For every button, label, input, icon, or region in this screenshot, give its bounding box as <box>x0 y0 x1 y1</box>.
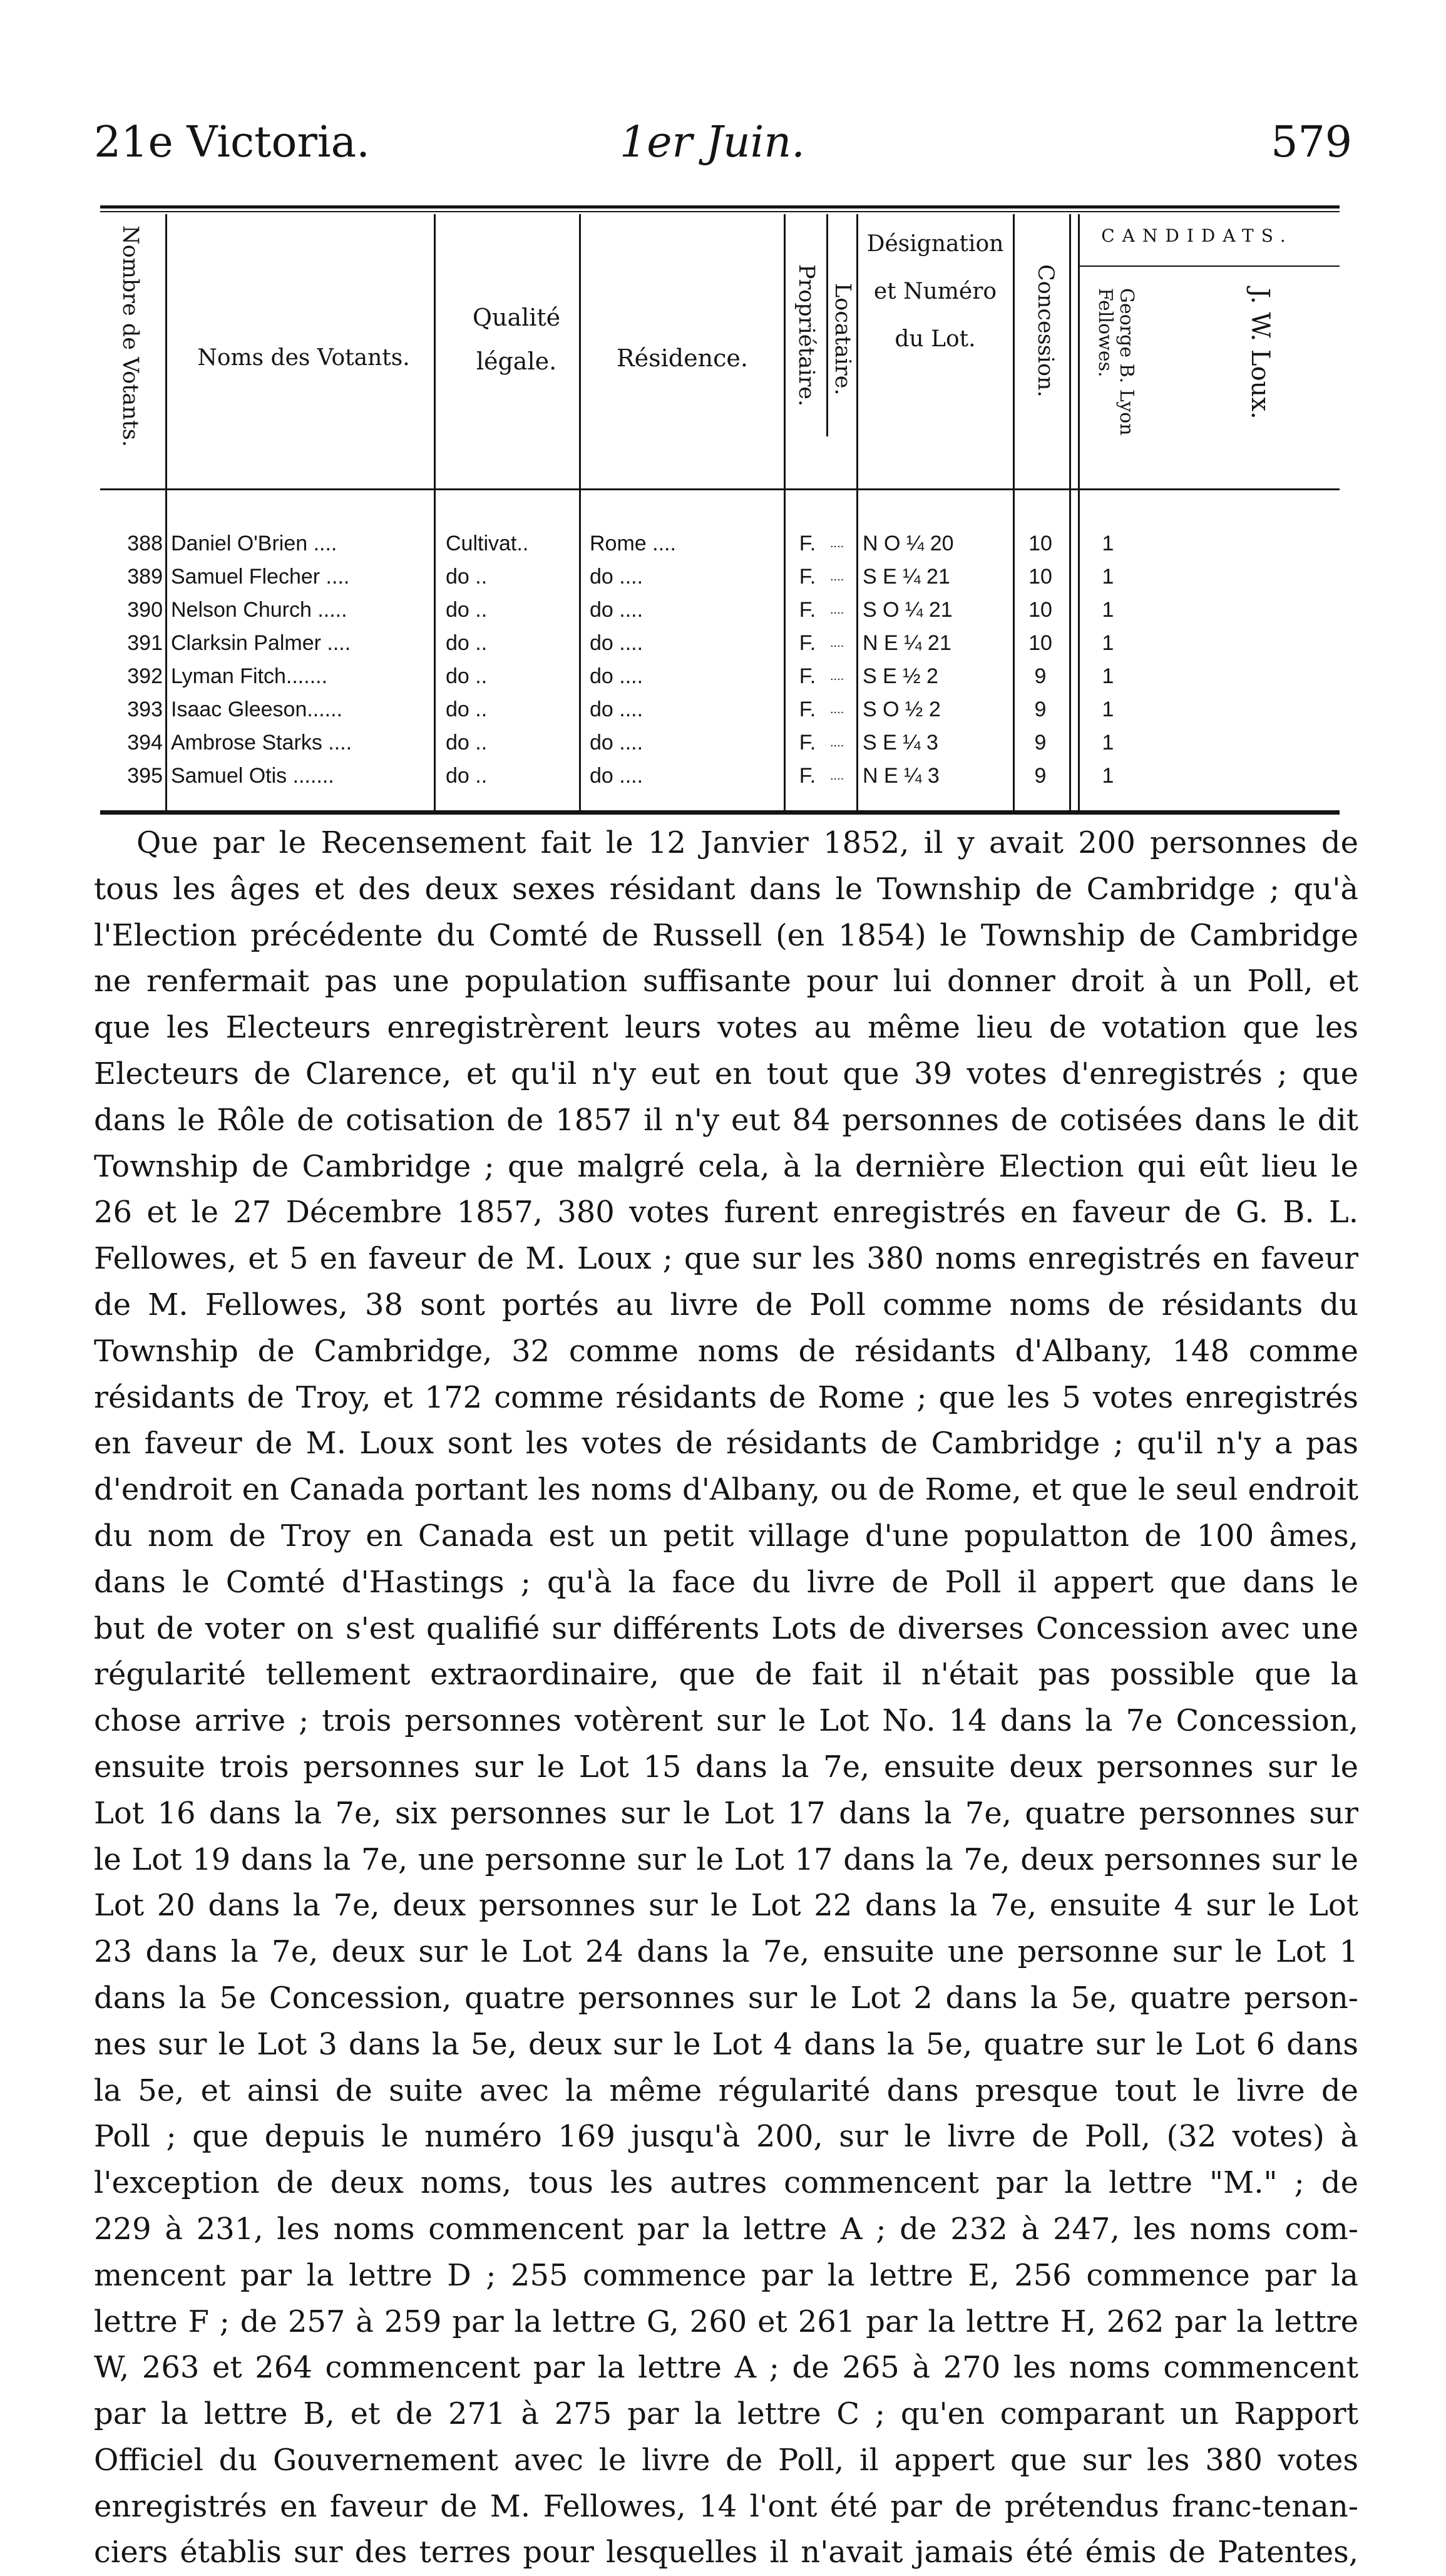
text-line: en faveur de M. Loux sont les votes de résidants de Cambridge ; qu'il n'y a pas <box>94 1426 1358 1461</box>
text-line: 23 dans la 7e, deux sur le Lot 24 dans la 7e, ensuite une personne sur le Lot 1 <box>94 1934 1358 1970</box>
cell-res: do .... <box>590 598 644 622</box>
cell-res: Rome .... <box>590 532 676 555</box>
top-rule <box>100 205 1340 209</box>
cell-v1: 1 <box>1102 698 1114 721</box>
cell-num: 393 <box>127 698 163 721</box>
cell-num: 391 <box>127 631 163 655</box>
header-designation: Désignation et Numéro du Lot. <box>866 231 1004 352</box>
cell-conc: 10 <box>1028 565 1052 589</box>
text-line: l'exception de deux noms, tous les autres commencent par la lettre "M." ; de <box>94 2165 1358 2201</box>
text-line: résidants de Troy, et 172 comme résidants de Rome ; que les 5 votes enregistrés <box>94 1379 1358 1415</box>
page-number: 579 <box>1271 118 1352 167</box>
cell-v1: 1 <box>1102 764 1114 788</box>
text-line: lettre F ; de 257 à 259 par la lettre G, 260 et 261 par la lettre H, 262 par la lettre <box>94 2304 1358 2339</box>
cell-v1: 1 <box>1102 532 1114 555</box>
cell-name: Samuel Flecher .... <box>171 565 350 589</box>
table-row <box>100 760 1340 793</box>
cell-loc: .... <box>830 736 844 750</box>
text-line: l'Election précédente du Comté de Russell (en 1854) le Township de Cambridge <box>94 917 1358 953</box>
running-head <box>94 111 1352 174</box>
text-line: Officiel du Gouvernement avec le livre de Poll, il appert que sur les 380 votes <box>94 2442 1358 2478</box>
header-qualite: Qualité légale. <box>472 304 561 375</box>
cell-name: Daniel O'Brien .... <box>171 532 337 555</box>
table-row <box>100 560 1340 594</box>
text-line: Fellowes, et 5 en faveur de M. Loux ; que sur les 380 noms enregistrés en faveur <box>94 1241 1358 1277</box>
cell-lot: S E ¼ 3 <box>863 731 938 755</box>
cell-loc: .... <box>830 669 844 683</box>
cell-qual: do .. <box>446 698 488 721</box>
cell-prop: F. <box>799 532 816 555</box>
cell-num: 394 <box>127 731 163 755</box>
table-row <box>100 660 1340 693</box>
text-line: ne renfermait pas une population suffisante pour lui donner droit à un Poll, et <box>94 964 1358 999</box>
cell-name: Samuel Otis ....... <box>171 764 334 788</box>
cell-prop: F. <box>799 664 816 688</box>
cell-prop: F. <box>799 598 816 622</box>
cell-prop: F. <box>799 764 816 788</box>
cell-prop: F. <box>799 698 816 721</box>
text-line: dans le Comté d'Hastings ; qu'à la face du livre de Poll il appert que dans le <box>94 1564 1358 1600</box>
cell-v1: 1 <box>1102 731 1114 755</box>
cell-num: 395 <box>127 764 163 788</box>
cell-loc: .... <box>830 703 844 716</box>
header-residence: Résidence. <box>617 344 748 372</box>
cell-lot: N E ¼ 21 <box>863 631 951 655</box>
cell-loc: .... <box>830 603 844 617</box>
table-row <box>100 627 1340 660</box>
text-line: 229 à 231, les noms commencent par la lettre A ; de 232 à 247, les noms com- <box>94 2211 1358 2247</box>
cell-lot: N O ¼ 20 <box>863 532 954 555</box>
cell-v1: 1 <box>1102 565 1114 589</box>
cell-lot: N E ¼ 3 <box>863 764 940 788</box>
body-text <box>94 820 1358 2576</box>
text-line: dans la 5e Concession, quatre personnes sur le Lot 2 dans la 5e, quatre person- <box>94 1980 1358 2016</box>
cell-loc: .... <box>830 570 844 584</box>
cell-num: 390 <box>127 598 163 622</box>
text-line: enregistrés en faveur de M. Fellowes, 14 l'ont été par de prétendus franc-tenan- <box>94 2488 1358 2524</box>
cell-res: do .... <box>590 565 644 589</box>
cell-res: do .... <box>590 631 644 655</box>
text-line: nes sur le Lot 3 dans la 5e, deux sur le Lot 4 dans la 5e, quatre sur le Lot 6 dans <box>94 2026 1358 2062</box>
cell-conc: 9 <box>1034 664 1047 688</box>
cell-lot: S E ½ 2 <box>863 664 938 688</box>
table-row <box>100 726 1340 760</box>
text-line: que les Electeurs enregistrèrent leurs votes au même lieu de votation que les <box>94 1010 1358 1046</box>
cell-loc: .... <box>830 537 844 550</box>
cell-lot: S O ½ 2 <box>863 698 941 721</box>
header-locataire: Locataire. <box>830 283 855 396</box>
table-row <box>100 693 1340 726</box>
text-line: Electeurs de Clarence, et qu'il n'y eut en tout que 39 votes d'enregistrés ; que <box>94 1056 1358 1091</box>
cell-conc: 10 <box>1028 598 1052 622</box>
col-divider <box>826 214 828 436</box>
header-noms: Noms des Votants. <box>197 345 410 371</box>
cell-num: 392 <box>127 664 163 688</box>
cell-qual: do .. <box>446 731 488 755</box>
text-line: mencent par la lettre D ; 255 commence par la lettre E, 256 commence par la <box>94 2257 1358 2293</box>
header-proprietaire: Propriétaire. <box>794 264 819 407</box>
text-line: chose arrive ; trois personnes votèrent sur le Lot No. 14 dans la 7e Concession, <box>94 1703 1358 1739</box>
cell-qual: do .. <box>446 764 488 788</box>
cell-qual: do .. <box>446 598 488 622</box>
cell-lot: S O ¼ 21 <box>863 598 953 622</box>
bottom-rule <box>100 812 1340 815</box>
cell-loc: .... <box>830 769 844 783</box>
cell-conc: 9 <box>1034 698 1047 721</box>
cell-qual: do .. <box>446 664 488 688</box>
cell-loc: .... <box>830 636 844 650</box>
cell-v1: 1 <box>1102 664 1114 688</box>
cell-conc: 9 <box>1034 764 1047 788</box>
cell-qual: Cultivat.. <box>446 532 529 555</box>
cell-res: do .... <box>590 664 644 688</box>
cell-name: Lyman Fitch....... <box>171 664 328 688</box>
text-line: Township de Cambridge, 32 comme noms de résidants d'Albany, 148 comme <box>94 1333 1358 1369</box>
text-line: le Lot 19 dans la 7e, une personne sur le Lot 17 dans la 7e, deux personnes sur le <box>94 1842 1358 1877</box>
text-line: tous les âges et des deux sexes résidant dans le Township de Cambridge ; qu'à <box>94 871 1358 907</box>
cell-prop: F. <box>799 631 816 655</box>
text-line: la 5e, et ainsi de suite avec la même régularité dans presque tout le livre de <box>94 2073 1358 2108</box>
cell-conc: 10 <box>1028 631 1052 655</box>
table-row <box>100 594 1340 627</box>
text-line: but de voter on s'est qualifié sur différents Lots de diverses Concession avec une <box>94 1610 1358 1646</box>
text-line: ensuite trois personnes sur le Lot 15 dans la 7e, ensuite deux personnes sur le <box>94 1749 1358 1785</box>
text-line: Poll ; que depuis le numéro 169 jusqu'à 200, sur le livre de Poll, (32 votes) à <box>94 2119 1358 2155</box>
cell-name: Clarksin Palmer .... <box>171 631 351 655</box>
cell-res: do .... <box>590 698 644 721</box>
cell-num: 388 <box>127 532 163 555</box>
text-line: d'endroit en Canada portant les noms d'Albany, ou de Rome, et que le seul endroit <box>94 1472 1358 1508</box>
cell-prop: F. <box>799 731 816 755</box>
text-line: par la lettre B, et de 271 à 275 par la lettre C ; qu'en comparant un Rapport <box>94 2396 1358 2432</box>
text-line: dans le Rôle de cotisation de 1857 il n'y eut 84 personnes de cotisées dans le dit <box>94 1102 1358 1138</box>
candidates-rule <box>1078 265 1340 267</box>
cell-v1: 1 <box>1102 631 1114 655</box>
text-line: régularité tellement extraordinaire, que de fait il n'était pas possible que la <box>94 1657 1358 1692</box>
text-line: ciers établis sur des terres pour lesquelles il n'avait jamais été émis de Patentes, <box>94 2535 1358 2570</box>
cell-conc: 10 <box>1028 532 1052 555</box>
table-row <box>100 527 1340 560</box>
header-candidate-fellowes: George B. Lyon Fellowes. <box>1094 288 1137 436</box>
voters-table <box>100 214 1340 812</box>
cell-name: Isaac Gleeson...... <box>171 698 343 721</box>
cell-v1: 1 <box>1102 598 1114 622</box>
header-candidats: CANDIDATS. <box>1101 225 1293 246</box>
cell-name: Ambrose Starks .... <box>171 731 352 755</box>
cell-conc: 9 <box>1034 731 1047 755</box>
cell-res: do .... <box>590 764 644 788</box>
running-head-date: 1er Juin. <box>620 118 805 167</box>
header-rule <box>100 488 1340 490</box>
top-rule-thin <box>100 211 1340 212</box>
text-line: Lot 20 dans la 7e, deux personnes sur le Lot 22 dans la 7e, ensuite 4 sur le Lot <box>94 1888 1358 1924</box>
header-concession: Concession. <box>1033 264 1058 398</box>
text-line: du nom de Troy en Canada est un petit village d'une populatton de 100 âmes, <box>94 1518 1358 1553</box>
cell-num: 389 <box>127 565 163 589</box>
cell-res: do .... <box>590 731 644 755</box>
text-line: Que par le Recensement fait le 12 Janvier 1852, il y avait 200 personnes de <box>136 825 1358 860</box>
running-head-left: 21e Victoria. <box>94 118 370 167</box>
text-line: 26 et le 27 Décembre 1857, 380 votes furent enregistrés en faveur de G. B. L. <box>94 1195 1358 1230</box>
header-candidate-loux: J. W. Loux. <box>1246 288 1274 420</box>
cell-lot: S E ¼ 21 <box>863 565 950 589</box>
text-line: Lot 16 dans la 7e, six personnes sur le Lot 17 dans la 7e, quatre personnes sur <box>94 1795 1358 1831</box>
cell-prop: F. <box>799 565 816 589</box>
text-line: de M. Fellowes, 38 sont portés au livre de Poll comme noms de résidants du <box>94 1287 1358 1322</box>
text-line: W, 263 et 264 commencent par la lettre A ; de 265 à 270 les noms commencent <box>94 2350 1358 2386</box>
text-line: Township de Cambridge ; que malgré cela, à la dernière Election qui eût lieu le <box>94 1148 1358 1184</box>
cell-qual: do .. <box>446 565 488 589</box>
cell-name: Nelson Church ..... <box>171 598 347 622</box>
cell-qual: do .. <box>446 631 488 655</box>
header-nombre: Nombre de Votants. <box>118 225 143 447</box>
